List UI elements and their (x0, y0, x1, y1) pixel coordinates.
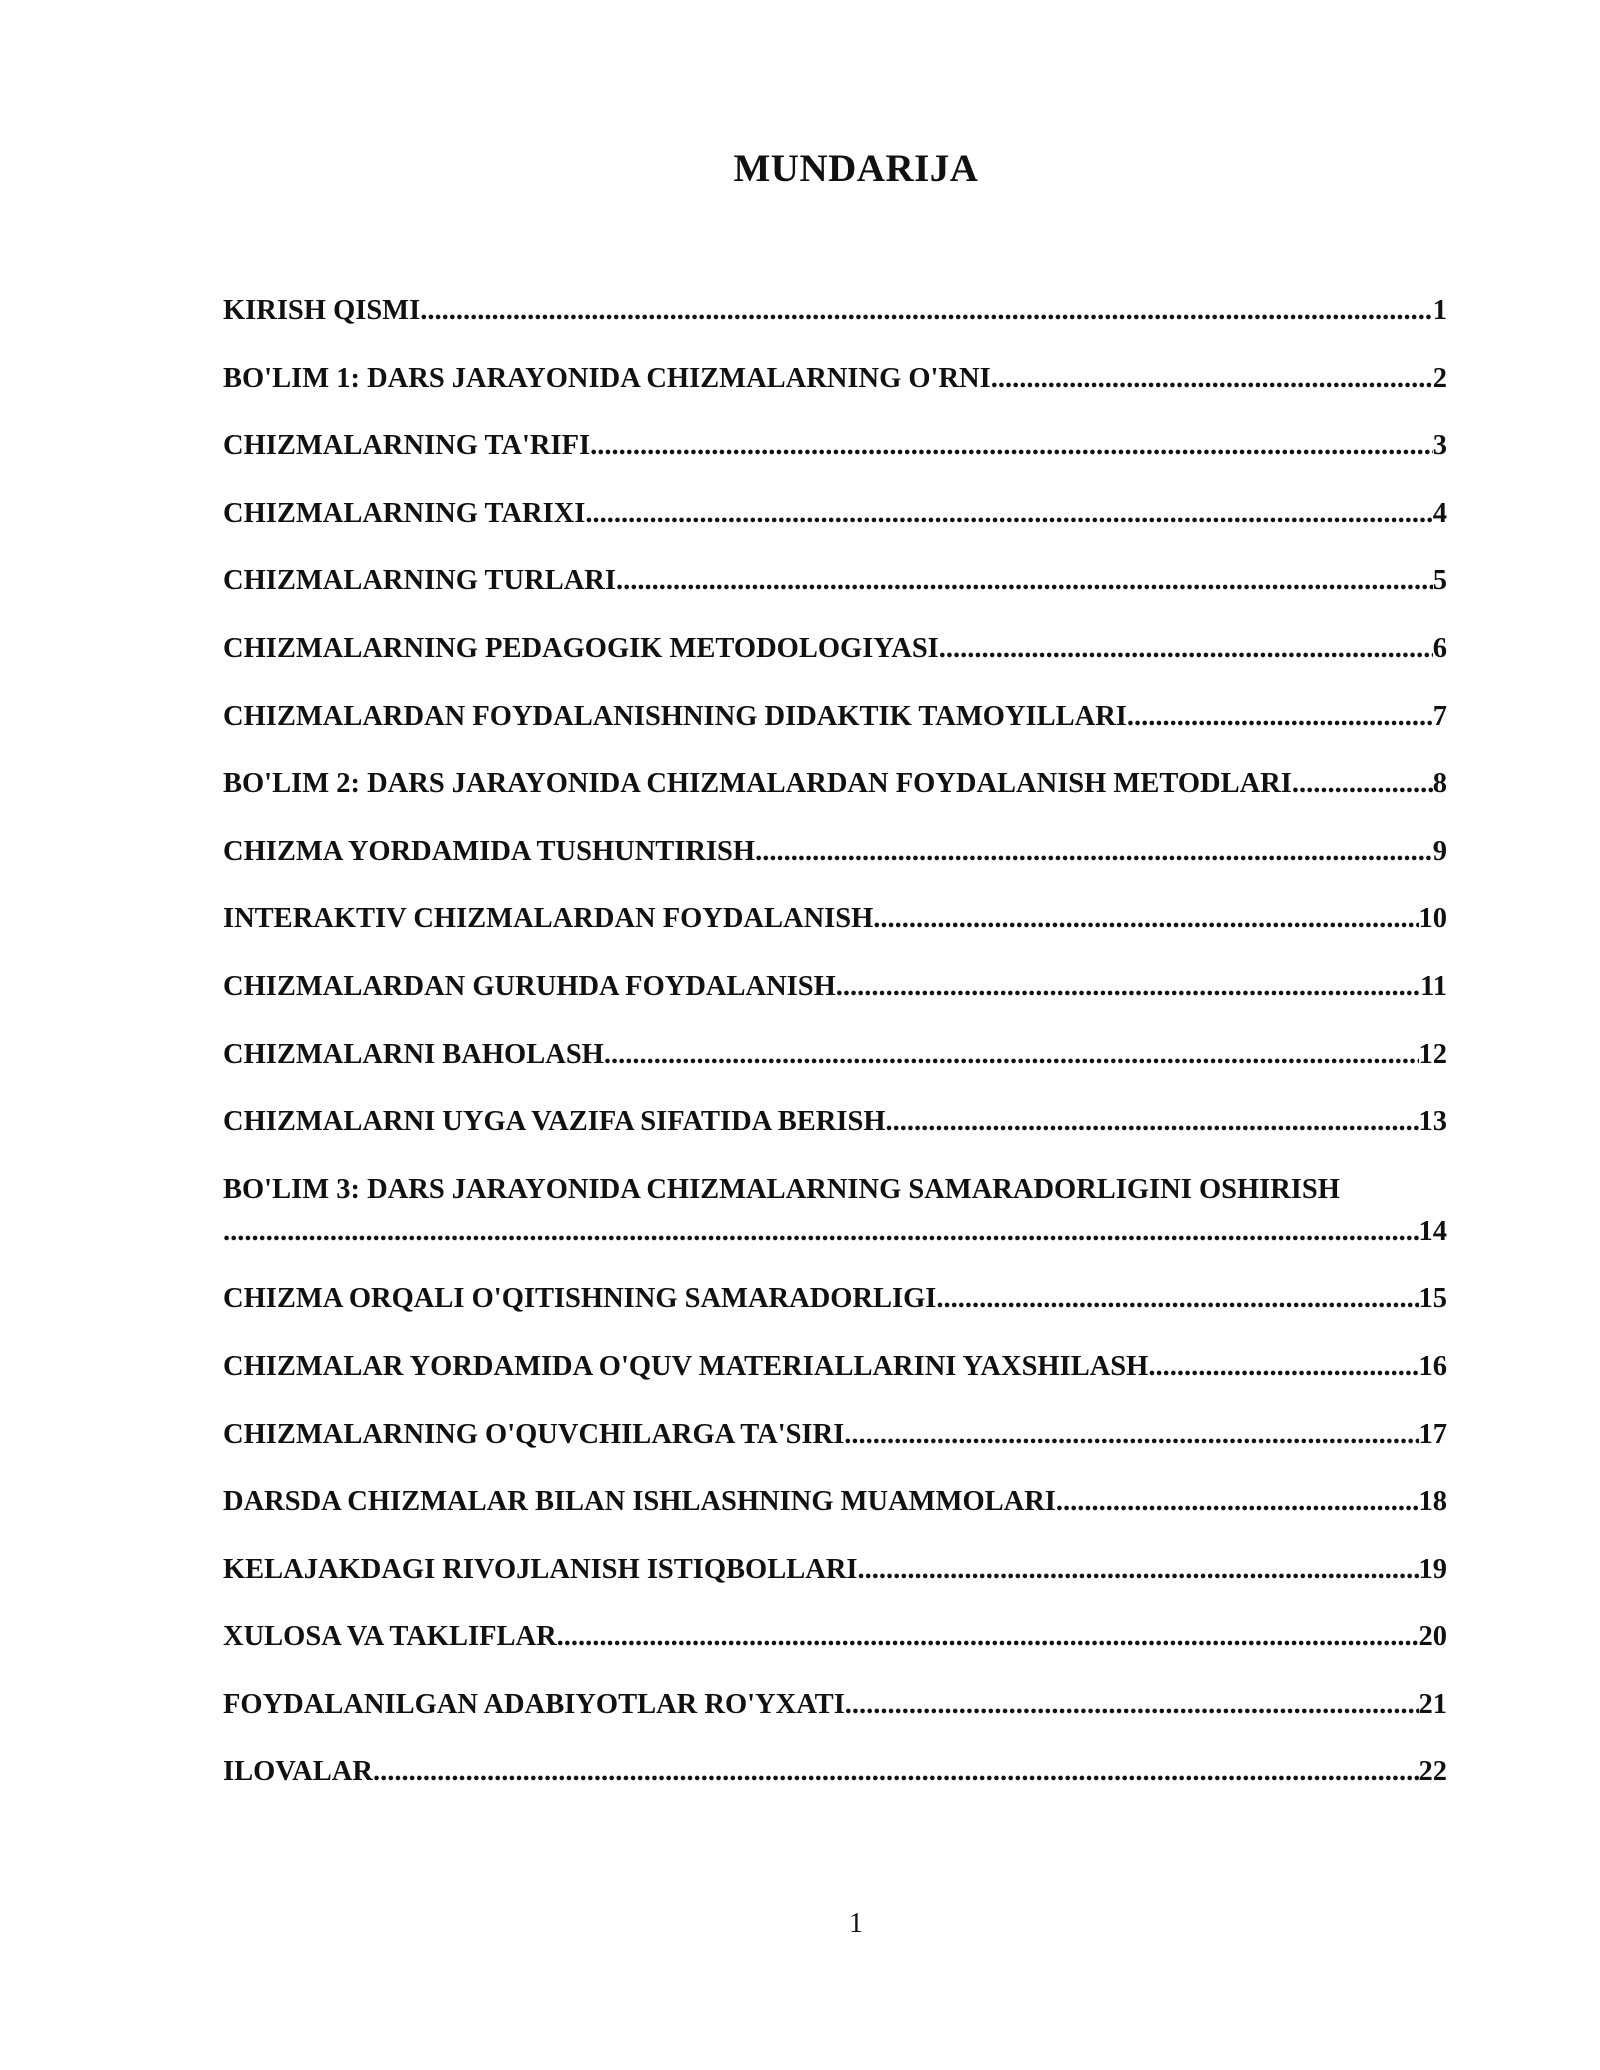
toc-entry[interactable] (223, 1684, 1447, 1726)
toc-entry[interactable] (223, 898, 1447, 940)
toc-entry-page: 14 (1418, 1215, 1447, 1247)
toc-entry-label: INTERAKTIV CHIZMALARDAN FOYDALANISH (223, 903, 874, 935)
toc-entry-page: 9 (1432, 835, 1447, 867)
toc-entry[interactable] (223, 493, 1447, 535)
toc-entry-label: CHIZMALARNING O'QUVCHILARGA TA'SIRI (223, 1418, 845, 1450)
toc-dot-leader (223, 1211, 1419, 1253)
toc-entry[interactable] (223, 290, 1447, 332)
toc-dot-leader (557, 1616, 1419, 1658)
toc-entry[interactable] (223, 628, 1447, 670)
toc-entry[interactable] (223, 1101, 1447, 1143)
toc-entry-label: BO'LIM 1: DARS JARAYONIDA CHIZMALARNING O'RNI (223, 362, 991, 394)
toc-entry-page: 1 (1432, 295, 1447, 326)
toc-entry[interactable] (223, 1034, 1447, 1076)
toc-dot-leader (420, 290, 1433, 332)
toc-entry-label: XULOSA VA TAKLIFLAR (223, 1621, 557, 1653)
toc-entry[interactable] (223, 1169, 1447, 1253)
toc-entry-page: 4 (1432, 497, 1447, 529)
toc-entry-label: DARSDA CHIZMALAR BILAN ISHLASHNING MUAMMOLARI (223, 1486, 1056, 1518)
toc-entry[interactable] (223, 1278, 1447, 1320)
toc-entry-page: 2 (1432, 362, 1447, 394)
toc-entry[interactable] (223, 966, 1447, 1008)
toc-entry-page: 11 (1420, 970, 1447, 1002)
toc-dot-leader (590, 425, 1433, 467)
toc-entry[interactable] (223, 763, 1447, 805)
toc-dot-leader (616, 560, 1433, 602)
toc-entry-page: 19 (1418, 1553, 1447, 1585)
toc-entry-page: 8 (1432, 768, 1447, 800)
toc-entry-page: 10 (1418, 903, 1447, 935)
toc-entry-label: KIRISH QISMI (223, 295, 421, 326)
toc-entry[interactable] (223, 1751, 1447, 1793)
table-of-contents (223, 290, 1447, 1819)
toc-entry-label: FOYDALANILGAN ADABIYOTLAR RO'YXATI (223, 1688, 845, 1720)
toc-entry-label: CHIZMALARDAN GURUHDA FOYDALANISH (223, 970, 836, 1002)
toc-entry-page: 3 (1432, 430, 1447, 462)
toc-entry[interactable] (223, 696, 1447, 738)
toc-dot-leader (373, 1751, 1419, 1793)
toc-entry-page: 13 (1418, 1106, 1447, 1138)
toc-dot-leader (858, 1549, 1419, 1591)
toc-entry-page: 21 (1418, 1688, 1447, 1720)
toc-dot-leader (1127, 696, 1433, 738)
toc-dot-leader (585, 493, 1432, 535)
toc-entry-label: CHIZMALARNING TARIXI (223, 497, 586, 529)
toc-entry-page: 12 (1418, 1038, 1447, 1070)
toc-entry-label: CHIZMALARNING TURLARI (223, 565, 616, 597)
toc-entry[interactable] (223, 425, 1447, 467)
toc-entry-label: CHIZMALARNING TA'RIFI (223, 430, 591, 462)
toc-entry-label: CHIZMALAR YORDAMIDA O'QUV MATERIALLARINI YAXSHILASH (223, 1350, 1149, 1382)
page-number: 1 (849, 1908, 863, 1939)
toc-entry-page: 20 (1418, 1621, 1447, 1653)
toc-entry-page: 22 (1418, 1756, 1447, 1788)
toc-entry-label: KELAJAKDAGI RIVOJLANISH ISTIQBOLLARI (223, 1553, 858, 1585)
toc-entry-continuation (223, 1211, 1447, 1253)
toc-dot-leader (873, 898, 1418, 940)
toc-entry-label: BO'LIM 3: DARS JARAYONIDA CHIZMALARNING SAMARADORLIGINI OSHIRISH (223, 1173, 1340, 1205)
toc-entry-page: 5 (1432, 565, 1447, 597)
toc-dot-leader (939, 628, 1433, 670)
toc-dot-leader (845, 1684, 1419, 1726)
toc-entry-page: 15 (1418, 1283, 1447, 1315)
toc-entry[interactable] (223, 1414, 1447, 1456)
toc-dot-leader (836, 966, 1420, 1008)
toc-entry[interactable] (223, 831, 1447, 873)
toc-dot-leader (991, 358, 1433, 400)
toc-dot-leader (844, 1414, 1418, 1456)
toc-entry-label: CHIZMALARDAN FOYDALANISHNING DIDAKTIK TAMOYILLARI (223, 700, 1127, 732)
toc-entry-label: BO'LIM 2: DARS JARAYONIDA CHIZMALARDAN FOYDALANISH METODLARI (223, 768, 1292, 800)
toc-entry-page: 16 (1418, 1350, 1447, 1382)
toc-entry-label: CHIZMALARNI UYGA VAZIFA SIFATIDA BERISH (223, 1106, 886, 1138)
toc-entry[interactable] (223, 1549, 1447, 1591)
toc-dot-leader (604, 1034, 1419, 1076)
toc-entry-page: 17 (1418, 1418, 1447, 1450)
toc-dot-leader (1056, 1481, 1419, 1523)
toc-dot-leader (755, 831, 1433, 873)
toc-dot-leader (1292, 763, 1433, 805)
toc-dot-leader (936, 1278, 1418, 1320)
toc-dot-leader (1148, 1346, 1418, 1388)
toc-entry-label: CHIZMA YORDAMIDA TUSHUNTIRISH (223, 835, 756, 867)
toc-entry-label: ILOVALAR (223, 1756, 373, 1788)
toc-entry-page: 6 (1432, 632, 1447, 664)
toc-entry-page: 7 (1432, 700, 1447, 732)
toc-entry[interactable] (223, 560, 1447, 602)
toc-entry-label: CHIZMALARNI BAHOLASH (223, 1038, 604, 1070)
toc-entry[interactable] (223, 1346, 1447, 1388)
toc-entry[interactable] (223, 1481, 1447, 1523)
toc-entry-label: CHIZMA ORQALI O'QITISHNING SAMARADORLIGI (223, 1283, 937, 1315)
toc-entry[interactable] (223, 358, 1447, 400)
page-title: MUNDARIJA (733, 147, 979, 190)
toc-entry-page: 18 (1418, 1486, 1447, 1518)
toc-dot-leader (886, 1101, 1419, 1143)
toc-entry-label: CHIZMALARNING PEDAGOGIK METODOLOGIYASI (223, 632, 939, 664)
toc-entry[interactable] (223, 1616, 1447, 1658)
